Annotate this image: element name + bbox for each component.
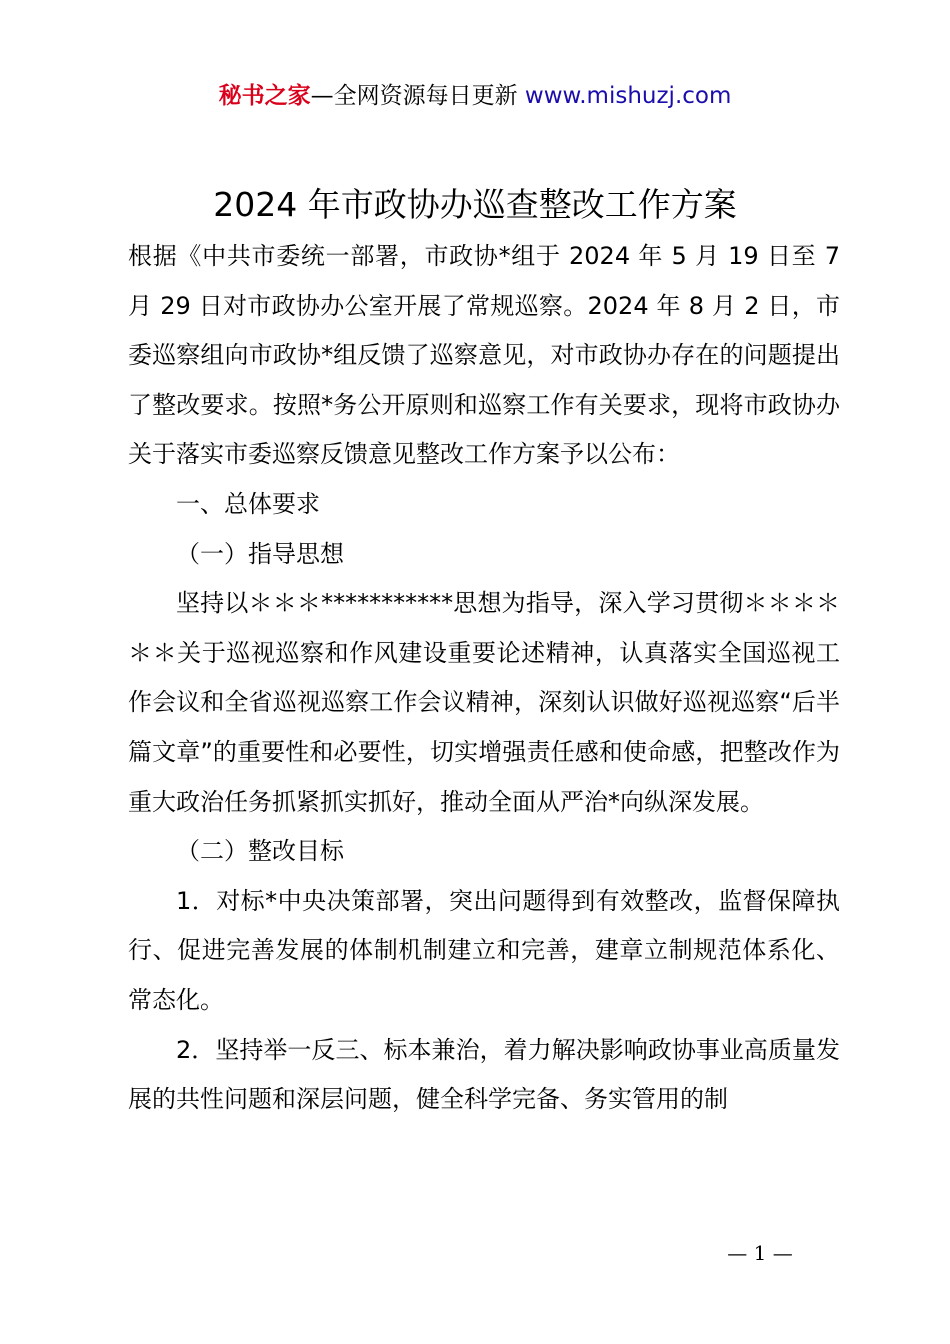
header-tagline: —全网资源每日更新	[310, 83, 518, 109]
document-title: 2024 年市政协办巡查整改工作方案	[213, 185, 737, 224]
section-heading-overall-requirements: 一、总体要求	[176, 489, 320, 518]
brand-name: 秘书之家	[218, 83, 311, 109]
subsection-heading-rectification-goals: （二）整改目标	[176, 837, 344, 866]
goal-item-1: 1．对标*中央决策部署，突出问题得到有效整改，监督保障执行、促进完善发展的体制机制建立和完善，建章立制规范体系化、常态化。	[128, 886, 840, 1014]
guiding-ideology-paragraph: 坚持以＊＊＊***********思想为指导，深入学习贯彻＊＊＊＊＊＊关于巡视巡察和作风建设重要论述精神，认真落实全国巡视工作会议和全省巡视巡察工作会议精神，深刻认识做好巡视巡察“后半篇文章”的重要性和必要性，切实增强责任感和使命感，把整改作为重大政治任务抓紧抓实抓好，推动全面从严治*向纵深发展。	[128, 589, 840, 816]
intro-paragraph: 根据《中共市委统一部署，市政协*组于 2024 年 5 月 19 日至 7 月 29 日对市政协办公室开展了常规巡察。2024 年 8 月 2 日，市委巡察组向市政协*组反馈了巡察意见，对市政协办存在的问题提出了整改要求。按照*务公开原则和巡察工作有关要求，现将市政协办关于落实市委巡察反馈意见整改工作方案予以公布：	[128, 242, 840, 469]
subsection-heading-guiding-ideology: （一）指导思想	[176, 539, 344, 568]
page-number: — 1 —	[727, 1241, 793, 1265]
document-body	[128, 232, 840, 1125]
goal-item-2: 2．坚持举一反三、标本兼治，着力解决影响政协事业高质量发展的共性问题和深层问题，健全科学完备、务实管用的制	[128, 1035, 840, 1114]
site-url-link[interactable]: www.mishuzj.com	[524, 83, 732, 109]
header-banner	[0, 78, 950, 114]
